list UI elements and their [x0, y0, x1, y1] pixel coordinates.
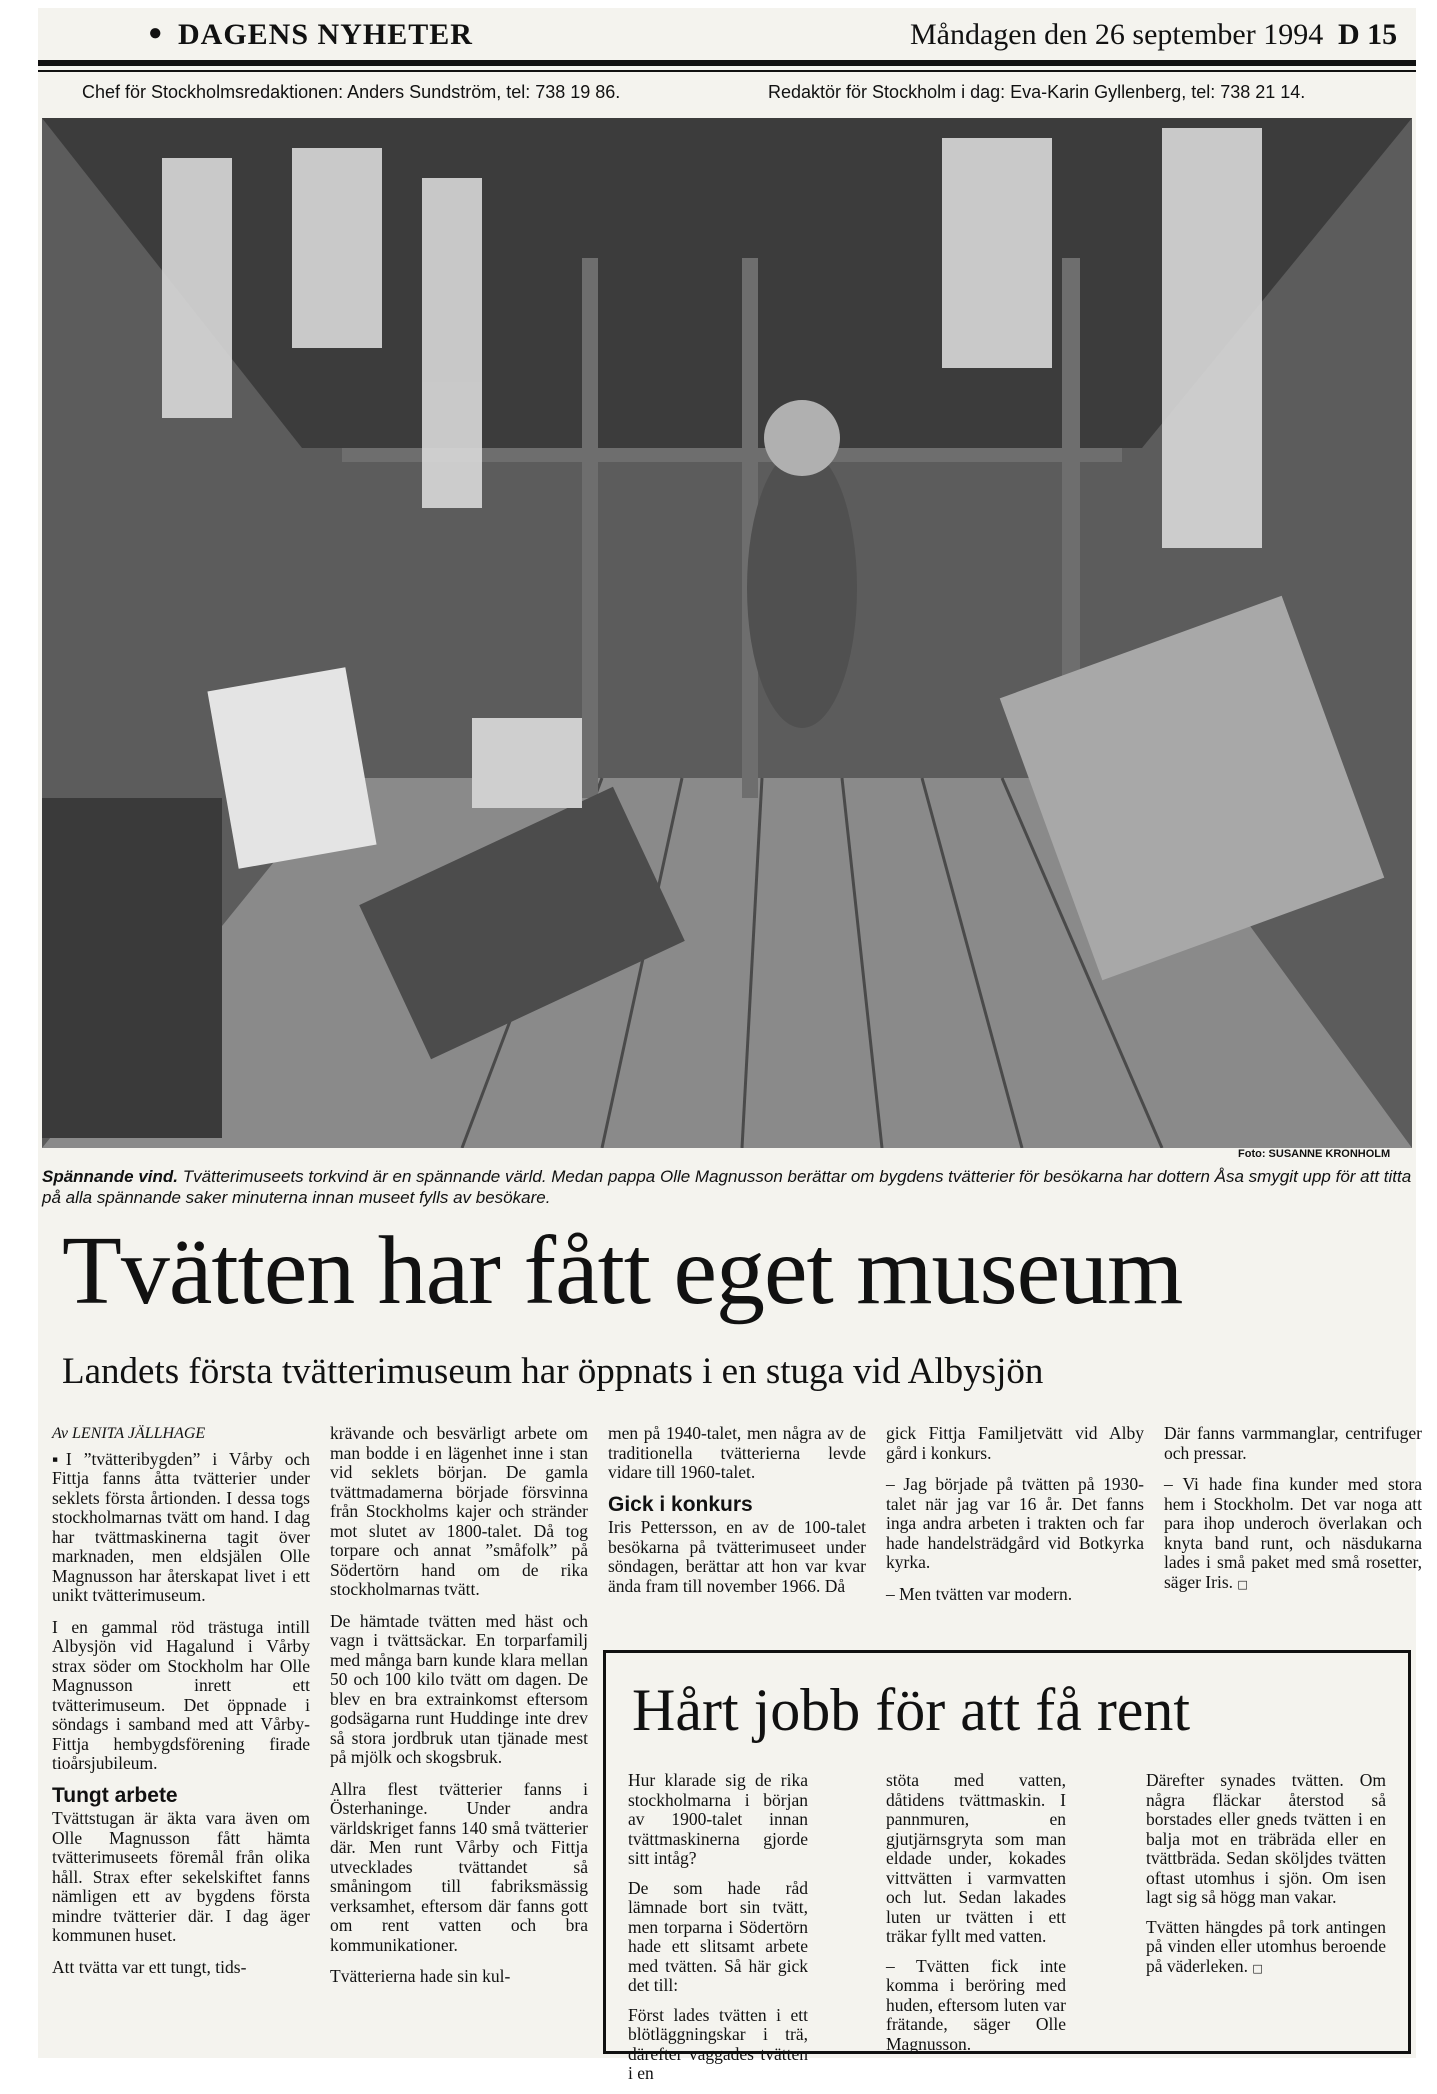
paragraph-text: Tvätten hängdes på tork antingen på vinden eller utomhus beroende på väderleken. — [1146, 1916, 1386, 1976]
newspaper-page — [38, 8, 1422, 2083]
article-column-3 — [608, 1424, 866, 1608]
photo-illustration — [42, 118, 1412, 1148]
article-column-2 — [330, 1424, 588, 1999]
sidebar-box — [603, 1650, 1411, 2083]
paragraph: – Jag började på tvätten på 1930-talet när jag var 16 år. Det fanns inga andra arbeten i trakten och far hade handelsträdgård vid Botkyrka kyrka. — [886, 1474, 1144, 1572]
article-column-4 — [886, 1424, 1144, 1616]
crosshead: Gick i konkurs — [608, 1492, 753, 1516]
section-page: D 15 — [1338, 18, 1398, 51]
article-column-5 — [1164, 1424, 1422, 1606]
paragraph — [1164, 1475, 1422, 1594]
issue-date: Måndagen den 26 september 1994 — [910, 18, 1324, 51]
paragraph: Att tvätta var ett tungt, tids- — [52, 1956, 247, 1977]
editor-today: Redaktör för Stockholm i dag: Eva-Karin Gyllenberg, tel: 738 21 14. — [768, 82, 1306, 102]
byline: Av LENITA JÄLLHAGE — [52, 1425, 206, 1442]
paragraph: Hur klarade sig de rika stockholmarna i början av 1900-talet innan tvättmaskinerna gjorde sitt intåg? — [628, 1770, 808, 1868]
paragraph: Iris Pettersson, en av de 100-talet besökarna på tvätterimuseet under söndagen, berättar att hon var kvar ända fram till november 1966. Då — [608, 1517, 866, 1596]
paragraph: De hämtade tvätten med häst och vagn i tvättsäckar. En torparfamilj med många barn kunde klara mellan 50 och 100 kilo tvätt om dagen. De blev en bra extrainkomst eftersom godsägarna runt Huddinge inte drev så stora jordbruk utan tjänade mest på mjölk och skogsbruk. — [330, 1610, 588, 1767]
attic-photo — [42, 118, 1412, 1148]
paragraph: Tvättstugan är äkta vara även om Olle Magnusson fått hämta tvätterimuseets föremål från olika håll. Strax efter sekelskiftet fanns nämligen ett av bygdens första mindre tvätterier där. I dag äger kommunen huset. — [52, 1808, 310, 1945]
sidebar-title: Hårt jobb för att få rent — [632, 1677, 1191, 1743]
photo-caption — [42, 1166, 1412, 1208]
caption-lead: Spännande vind. — [42, 1167, 179, 1186]
sidebar-column-1 — [628, 1771, 808, 2094]
paragraph: – Tvätten fick inte komma i beröring med huden, eftersom luten var frätande, säger Olle Magnusson. — [886, 1955, 1066, 2054]
paragraph: gick Fittja Familjetvätt vid Alby gård i konkurs. — [886, 1423, 1144, 1463]
subheadline: Landets första tvätterimuseum har öppnats i en stuga vid Albysjön — [62, 1351, 1044, 1392]
paragraph: krävande och besvärligt arbete om man bodde i en lägenhet inne i stan vid seklets början. De gamla tvättmadamerna började försvinna från Stockholms kajer och stränder mot slutet av 1800-talet. Då tog torpare och annat ”småfolk” på Södertörn hand om de rika stockholmarnas tvätt. — [330, 1423, 588, 1599]
crosshead: Tungt arbete — [52, 1783, 178, 1807]
masthead — [38, 8, 1416, 58]
paragraph: I en gammal röd trästuga intill Albysjön vid Hagalund i Vårby strax söder om Stockholm har Olle Magnusson inrett ett tvätterimuseum. Det öppnade i söndags i samband med att Vårby-Fittja hembygdsförening firade tioårsjubileum. — [52, 1616, 310, 1773]
sidebar-column-2 — [886, 1771, 1066, 2064]
paragraph-text: – Vi hade fina kunder med stora hem i Stockholm. Det var noga att para ihop underoch överlakan och knyta band runt, och näsdukarna lades i små paket med små rosetter, säger Iris. — [1164, 1474, 1422, 1592]
paragraph: – Men tvätten var modern. — [886, 1583, 1073, 1604]
paragraph: Allra flest tvätterier fanns i Österhaninge. Under andra världskriget fanns 140 små tvätterier där. Men runt Vårby och Fittja utvecklades tvättandet så småningom till fabriksmässig verksamhet, eftersom där fanns gott om rent vatten och bra kommunikationer. — [330, 1778, 588, 1955]
paragraph — [1146, 1918, 1386, 1979]
article-column-1 — [52, 1424, 310, 1989]
paragraph: ▪I ”tvätteribygden” i Vårby och Fittja fanns åtta tvätterier under seklets första årtionden. I dessa togs stockholmarnas tvätt om hand. I dag har tvättmaskinerna tagit över marknaden, men eldsjälen Olle Magnusson har återskapat livet i ett unikt tvätterimuseum. — [52, 1448, 310, 1605]
headline: Tvätten har fått eget museum — [62, 1217, 1183, 1325]
paragraph: men på 1940-talet, men några av de traditionella tvätterierna levde vidare till 1960-talet. — [608, 1423, 866, 1482]
sidebar-column-3 — [1146, 1771, 1386, 1988]
masthead-rule — [38, 60, 1416, 66]
editor-line — [38, 78, 1416, 108]
paragraph: stöta med vatten, dåtidens tvättmaskin. I pannmuren, en gjutjärnsgryta som man eldade under, kokades vittvätten i varmvatten och lut. Sedan lakades luten ur tvätten i ett träkar fyllt med vatten. — [886, 1770, 1066, 1946]
paragraph: Där fanns varmmanglar, centrifuger och pressar. — [1164, 1423, 1422, 1463]
bullet-icon: ● — [148, 20, 163, 46]
end-mark-icon: □ — [1252, 1961, 1263, 1975]
paragraph: Därefter synades tvätten. Om några fläckar återstod så borstades eller gneds tvätten i en balja mot en träbräda eller en tvättbräda. Sedan sköljdes tvätten oftast utomhus i sjön. Om isen lagt sig så högg man vakar. — [1146, 1770, 1386, 1907]
paragraph: De som hade råd lämnade bort sin tvätt, men torparna i Södertörn hade ett slitsamt arbete med tvätten. Så här gick det till: — [628, 1877, 808, 1995]
end-mark-icon: □ — [1237, 1577, 1248, 1591]
paragraph: Först lades tvätten i ett blötläggningskar i trä, därefter vaggades tvätten i en — [628, 2004, 808, 2083]
paper-name: DAGENS NYHETER — [178, 18, 473, 51]
caption-text: Tvätterimuseets torkvind är en spännande värld. Medan pappa Olle Magnusson berättar om bygdens tvätterier för besökarna har dottern Åsa smygit upp för att titta på alla spännande saker minuterna innan museet fylls av besökare. — [42, 1167, 1412, 1207]
masthead-rule-thin — [38, 70, 1416, 72]
chief-editor: Chef för Stockholmsredaktionen: Anders Sundström, tel: 738 19 86. — [82, 82, 621, 102]
paragraph: Tvätterierna hade sin kul- — [330, 1966, 511, 1986]
photo-credit: Foto: SUSANNE KRONHOLM — [1238, 1148, 1391, 1160]
